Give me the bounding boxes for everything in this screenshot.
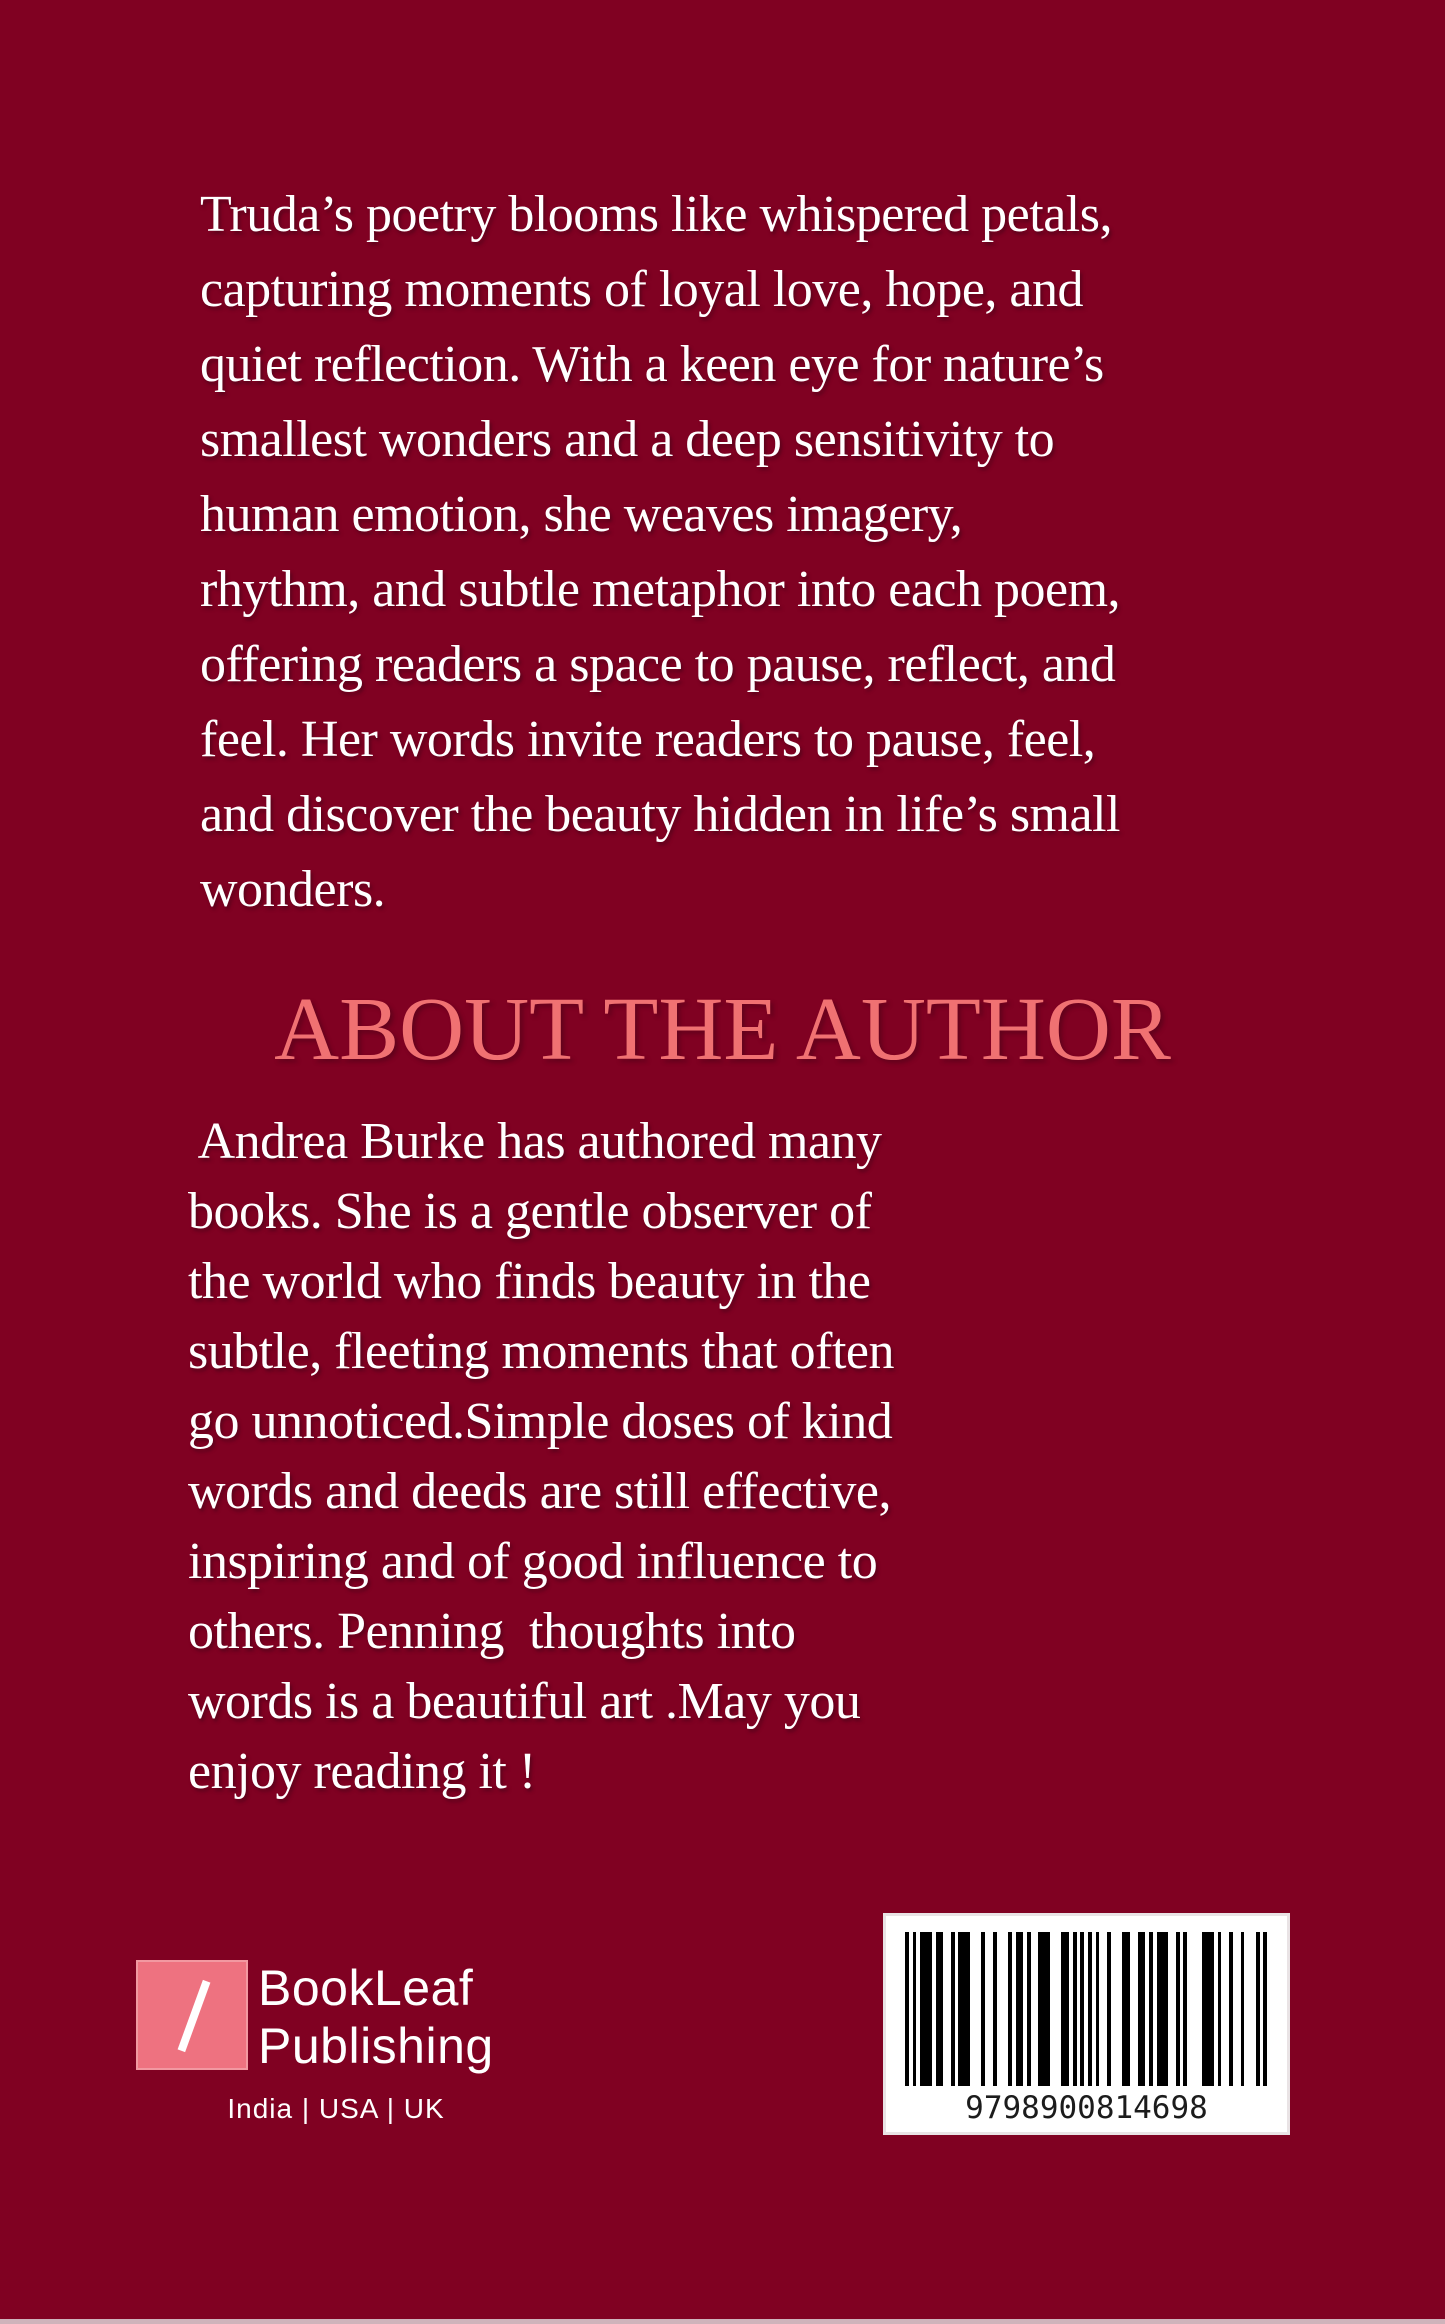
about-line: words is a beautiful art .May you xyxy=(188,1673,861,1730)
publisher-name-line1: BookLeaf xyxy=(258,1960,474,2016)
about-line: others. Penning thoughts into xyxy=(188,1603,796,1660)
barcode-bars xyxy=(905,1932,1268,2086)
about-line: enjoy reading it ! xyxy=(188,1743,536,1800)
about-author-text xyxy=(188,1107,894,1807)
blurb-line: capturing moments of loyal love, hope, and xyxy=(200,261,1084,318)
about-line: the world who finds beauty in the xyxy=(188,1253,871,1310)
blurb-line: human emotion, she weaves imagery, xyxy=(200,486,963,543)
blurb-line: offering readers a space to pause, reflect, and xyxy=(200,636,1116,693)
barcode-bar xyxy=(1263,1932,1267,2086)
book-blurb xyxy=(200,177,1120,927)
blurb-line: rhythm, and subtle metaphor into each poem, xyxy=(200,561,1121,618)
about-line: words and deeds are still effective, xyxy=(188,1463,891,1520)
isbn-number: 9798900814698 xyxy=(965,2090,1208,2126)
blurb-line: quiet reflection. With a keen eye for nature’s xyxy=(200,336,1104,393)
about-line: subtle, fleeting moments that often xyxy=(188,1323,895,1380)
blurb-line: Truda’s poetry blooms like whispered petals, xyxy=(200,186,1112,243)
about-line: Andrea Burke has authored many xyxy=(188,1113,882,1170)
slash-icon xyxy=(178,1980,211,2052)
publisher-regions: India | USA | UK xyxy=(227,2093,445,2124)
blurb-line: smallest wonders and a deep sensitivity to xyxy=(200,411,1055,468)
publisher-name xyxy=(258,1959,494,2075)
about-line: books. She is a gentle observer of xyxy=(188,1183,872,1240)
blurb-line: feel. Her words invite readers to pause, feel, xyxy=(200,711,1096,768)
barcode xyxy=(883,1913,1290,2135)
blurb-line: and discover the beauty hidden in life’s small xyxy=(200,786,1120,843)
blurb-line: wonders. xyxy=(200,861,386,918)
about-line: go unnoticed.Simple doses of kind xyxy=(188,1393,893,1450)
publisher-name-line2: Publishing xyxy=(258,2018,494,2074)
about-the-author-heading: ABOUT THE AUTHOR xyxy=(274,980,1171,1079)
about-line: inspiring and of good influence to xyxy=(188,1533,878,1590)
bookleaf-logo xyxy=(136,1960,248,2070)
page-bottom-edge xyxy=(0,2319,1445,2324)
